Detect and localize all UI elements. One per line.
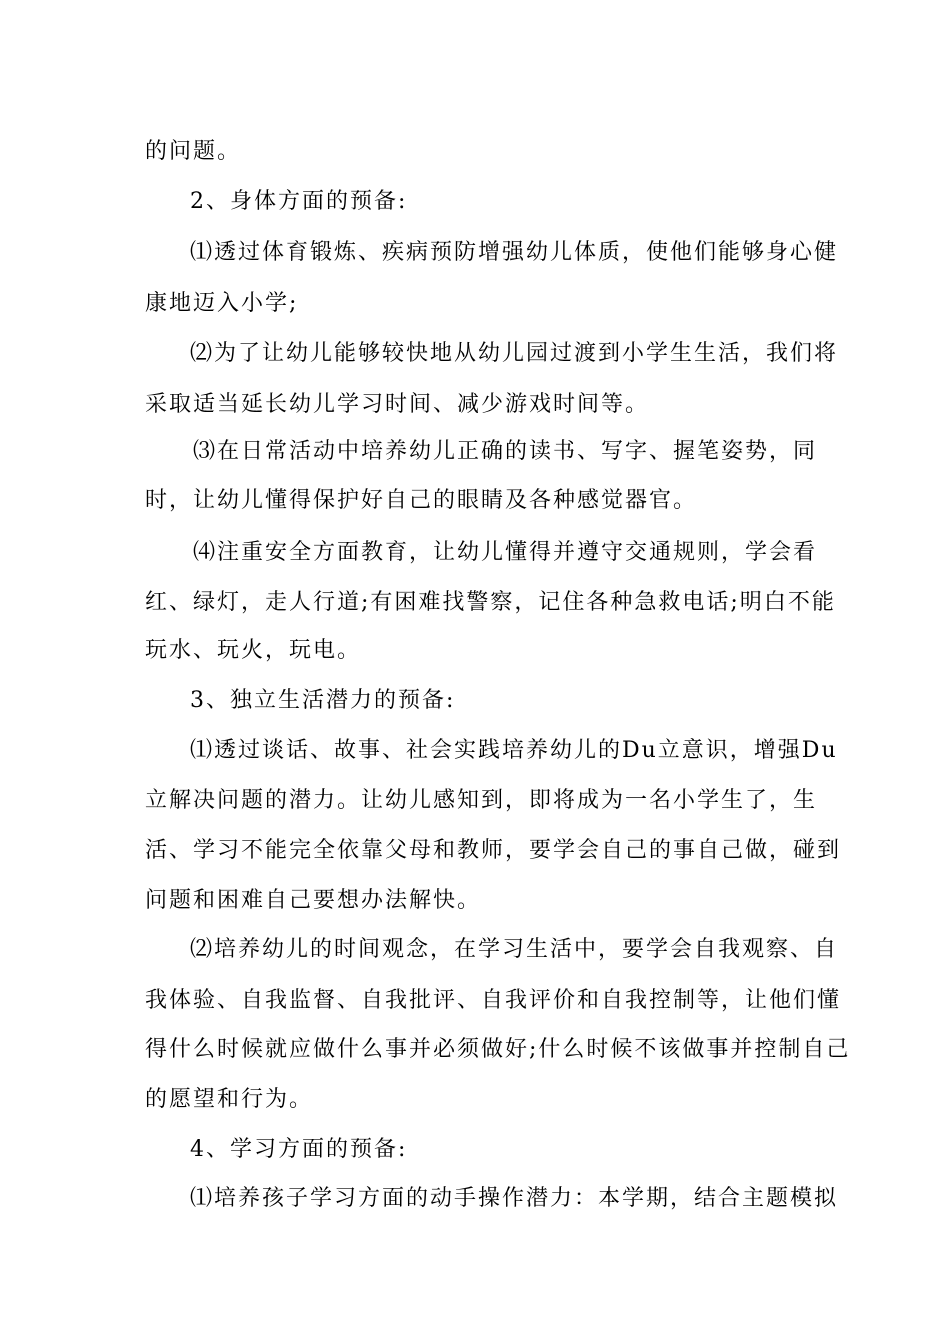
text-line: 玩水、玩火，玩电。 [145, 638, 362, 663]
text-line: 活、学习不能完全依靠父母和教师，要学会自己的事自己做，碰到 [145, 838, 842, 863]
text-line: 采取适当延长幼儿学习时间、减少游戏时间等。 [145, 392, 650, 417]
text-line: ⑷注重安全方面教育，让幼儿懂得并遵守交通规则，学会看 [193, 540, 818, 565]
text-line: 的愿望和行为。 [145, 1087, 314, 1112]
text-line: 康地迈入小学; [145, 291, 299, 316]
text-line: 时，让幼儿懂得保护好自己的眼睛及各种感觉器官。 [145, 488, 698, 513]
text-line: 的问题。 [145, 139, 242, 164]
text-line: 我体验、自我监督、自我批评、自我评价和自我控制等，让他们懂 [145, 988, 842, 1013]
text-line: ⑵培养幼儿的时间观念，在学习生活中，要学会自我观察、自 [190, 937, 839, 962]
text-line: ⑴透过体育锻炼、疾病预防增强幼儿体质，使他们能够身心健 [190, 240, 839, 265]
text-line: ⑴培养孩子学习方面的动手操作潜力：本学期，结合主题模拟 [190, 1186, 839, 1211]
text-line: 得什么时候就应做什么事并必须做好;什么时候不该做事并控制自己 [145, 1037, 851, 1062]
section-heading: 3、独立生活潜力的预备: [190, 688, 456, 713]
text-line: 立解决问题的潜力。让幼儿感知到，即将成为一名小学生了，生 [145, 788, 818, 813]
text-line: ⑶在日常活动中培养幼儿正确的读书、写字、握笔姿势，同 [193, 439, 818, 464]
text-line: ⑴透过谈话、故事、社会实践培养幼儿的Du立意识，增强Du [190, 738, 838, 763]
text-line: ⑵为了让幼儿能够较快地从幼儿园过渡到小学生生活，我们将 [190, 341, 839, 366]
text-line: 红、绿灯，走人行道;有困难找警察，记住各种急救电话;明白不能 [145, 590, 836, 615]
text-line: 问题和困难自己要想办法解快。 [145, 888, 482, 913]
section-heading: 2、身体方面的预备: [190, 189, 408, 214]
section-heading: 4、学习方面的预备: [190, 1137, 408, 1162]
